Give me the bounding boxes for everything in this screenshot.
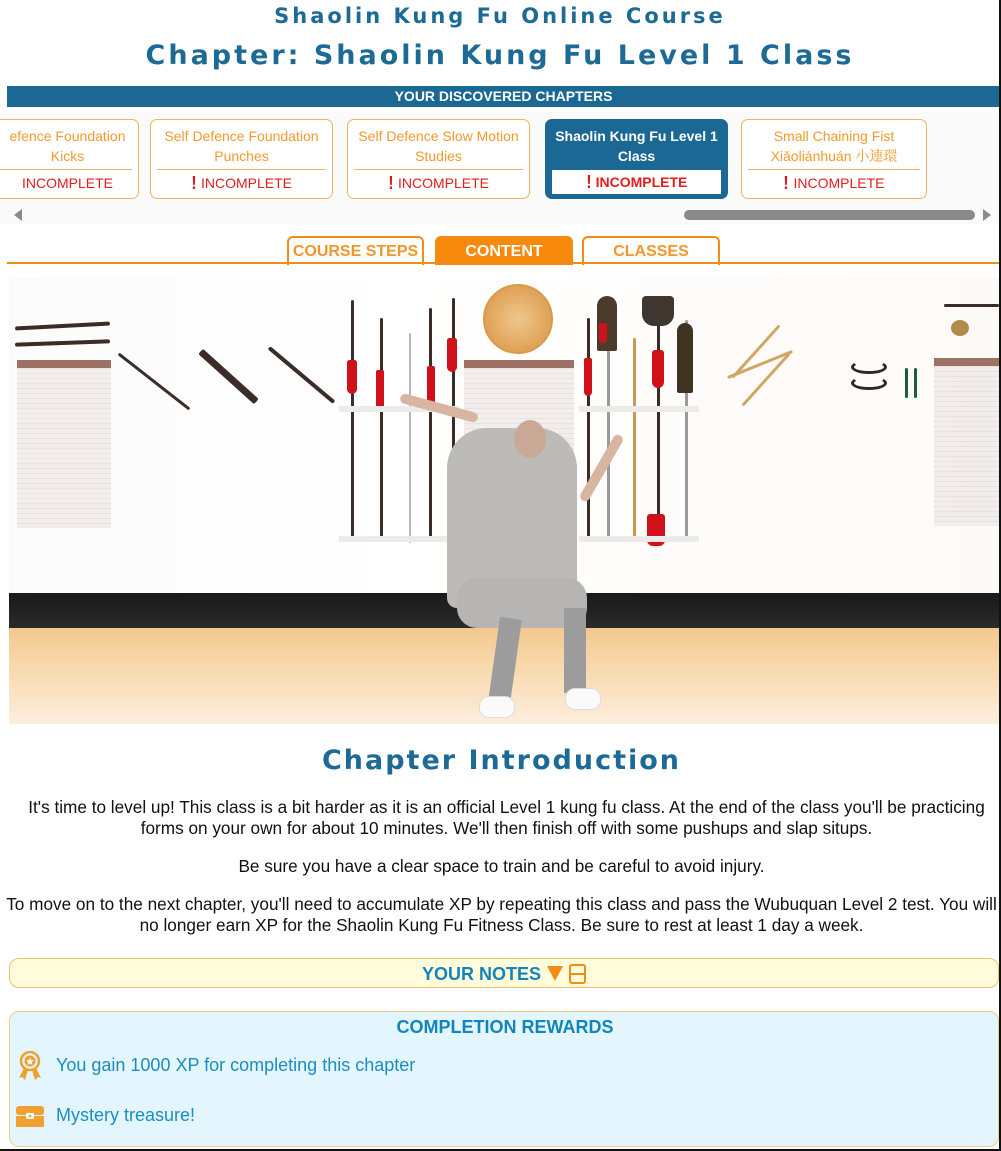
hero-weapon-rack [339,536,459,542]
tab-course-steps[interactable]: COURSE STEPS [287,236,424,265]
completion-rewards-panel [9,1011,999,1147]
chapter-introduction-title: Chapter Introduction [321,745,682,776]
save-icon[interactable] [569,964,586,984]
chapter-card-title: Shaolin Kung Fu Level 1 Class [555,128,718,164]
treasure-chest-icon [16,1101,44,1131]
hero-deer-horn-knife [851,360,887,374]
scroll-right-arrow-icon[interactable] [983,209,991,221]
hero-tassel [376,370,384,410]
chapter-status: ! INCOMPLETE [348,170,529,196]
triangle-down-icon[interactable] [547,966,563,981]
hero-spear [587,318,590,540]
exclamation-icon: ! [191,173,197,193]
chapter-card-small-chaining-fist[interactable] [741,119,927,199]
horizontal-scrollbar-thumb[interactable] [684,210,975,220]
hero-tassel [652,350,664,388]
hero-curtain-right [934,358,999,526]
exclamation-icon: ! [388,173,394,193]
hero-person-shoe [479,696,515,718]
hero-tassel [447,338,457,372]
hero-moon-spade [642,296,674,326]
exclamation-icon: ! [585,172,592,192]
hero-person-shoe [565,688,601,710]
your-notes-toggle[interactable] [9,958,999,988]
chapter-card-slow-motion-studies[interactable] [347,119,530,199]
chapter-title: Chapter: Shaolin Kung Fu Level 1 Class [145,40,855,71]
hero-tassel [347,360,357,394]
hero-spear [351,300,354,540]
hero-blade [677,323,693,393]
your-notes-label: YOUR NOTES [421,964,541,984]
course-title: Shaolin Kung Fu Online Course [274,4,726,28]
chapters-carousel[interactable] [0,112,999,224]
hero-person-leg [564,608,586,693]
tab-content[interactable]: CONTENT [435,236,573,265]
hero-person-head [514,420,546,458]
discovered-chapters-heading: YOUR DISCOVERED CHAPTERS [7,86,1000,107]
hero-spear [429,308,432,540]
chapter-card-foundation-punches[interactable] [150,119,333,199]
hero-staff [633,338,636,538]
hero-curtain-left [17,360,111,528]
hero-staff [409,333,411,543]
hero-dagger [914,368,917,398]
completion-rewards-title: COMPLETION REWARDS [396,1017,614,1037]
reward-text: You gain 1000 XP for completing this chapter [56,1055,416,1075]
hero-deer-horn-knife [851,376,887,390]
hero-whip [944,304,999,307]
hero-medallion [483,284,553,354]
chapter-card-foundation-kicks[interactable] [0,119,139,199]
hero-tassel [584,358,592,396]
scroll-left-arrow-icon[interactable] [14,209,22,221]
chapter-card-title: Self Defence Foundation Punches [164,128,319,164]
intro-paragraph: It's time to level up! This class is a bit harder as it is an official Level 1 kung fu class. At the end of the class you'll be practicing forms on your own for about 10 minutes. We'll then finish off with some pushups and slap situps. [28,797,985,838]
hero-tassel [599,323,607,343]
content-tabs [0,235,1000,265]
hero-weapon-rack [579,406,699,412]
hero-trident [380,318,383,540]
tab-classes[interactable]: CLASSES [582,236,720,265]
intro-paragraph: To move on to the next chapter, you'll need to accumulate XP by repeating this class and pass the Wubuquan Level 2 test. You will no longer earn XP for the Shaolin Kung Fu Fitness Class. Be sure to rest at least 1 day a week. [6,894,997,935]
intro-paragraph: Be sure you have a clear space to train and be careful to avoid injury. [238,856,765,876]
chapter-card-level-1-class[interactable] [545,119,728,199]
chapter-introduction-body [0,797,1001,953]
reward-text: Mystery treasure! [56,1105,196,1125]
chapter-status: ! INCOMPLETE [742,170,926,196]
chapter-hero-image [9,278,999,724]
exclamation-icon: ! [783,173,790,193]
chapter-card-title: efence Foundation Kicks [9,128,126,164]
chapter-status: ! INCOMPLETE [552,170,721,194]
hero-dagger [905,368,908,398]
hero-weapon-rack [579,536,699,542]
chapter-status: ! INCOMPLETE [151,170,332,196]
chapter-status: INCOMPLETE [21,175,113,191]
chapter-card-title: Self Defence Slow Motion Studies [358,128,519,164]
hero-meteor-hammer [951,320,969,336]
medal-icon [16,1051,44,1081]
tabs-underline [7,262,1000,264]
chapter-card-title: Small Chaining Fist Xiǎoliánhuán 小連環 [770,128,898,164]
